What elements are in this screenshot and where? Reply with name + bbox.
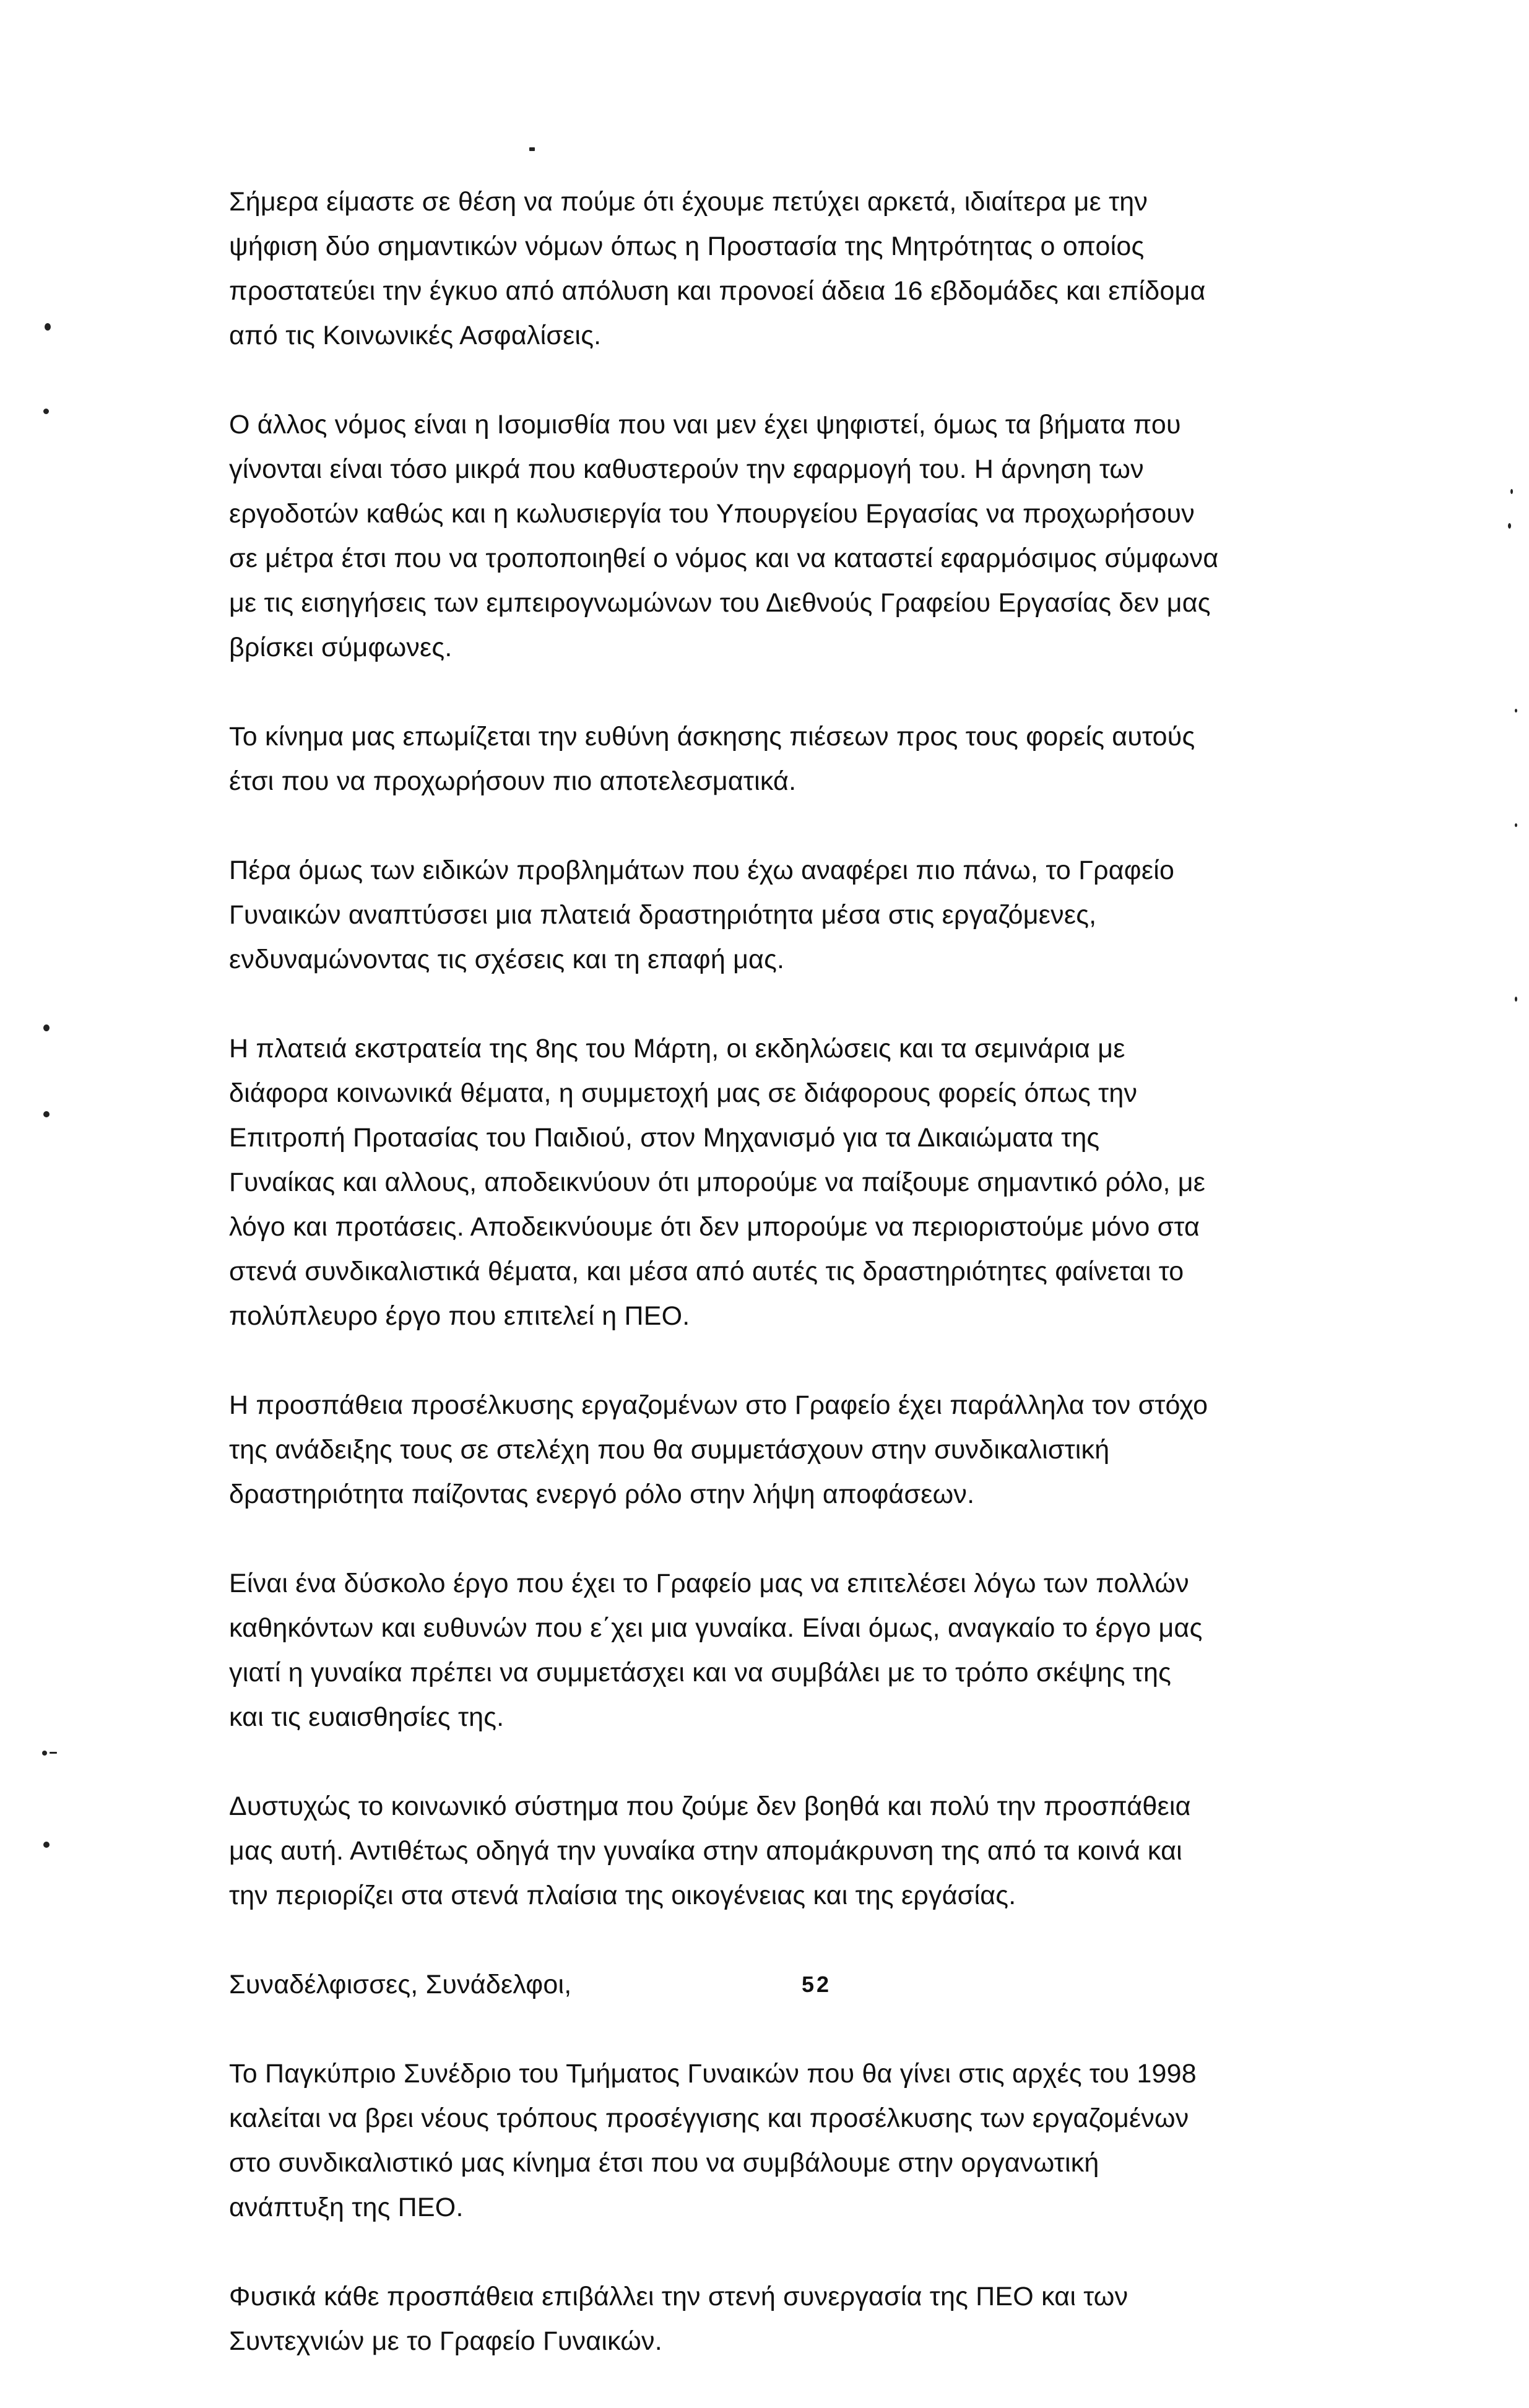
text-line: Είναι ένα δύσκολο έργο που έχει το Γραφείο μας να επιτελέσει λόγω των πολλών: [229, 1569, 1189, 1598]
text-line: της ανάδειξης τους σε στελέχη που θα συμμετάσχουν στην συνδικαλιστική: [229, 1435, 1110, 1465]
text-line: βρίσκει σύμφωνες.: [229, 633, 453, 662]
text-line: και τις ευαισθησίες της.: [229, 1702, 505, 1732]
scan-speck: [1510, 489, 1513, 494]
scan-speck: [1515, 823, 1517, 827]
text-line: από τις Κοινωνικές Ασφαλίσεις.: [229, 321, 602, 350]
text-line: γίνονται είναι τόσο μικρά που καθυστερούν την εφαρμογή του. Η άρνηση των: [229, 454, 1144, 484]
paragraph: [229, 1784, 1393, 1918]
scan-speck: [42, 1751, 47, 1756]
text-line: ενδυναμώνοντας τις σχέσεις και τη επαφή μας.: [229, 945, 785, 974]
text-line: ψήφιση δύο σημαντικών νόμων όπως η Προστασία της Μητρότητας ο οποίος: [229, 232, 1145, 261]
scan-speck: [50, 1752, 57, 1754]
text-line: στο συνδικαλιστικό μας κίνημα έτσι που να συμβάλουμε στην οργανωτική: [229, 2148, 1099, 2178]
text-line: Συντεχνιών με το Γραφείο Γυναικών.: [229, 2326, 662, 2356]
scan-speck: [43, 409, 49, 414]
paragraph: [229, 1383, 1393, 1517]
text-line: εργοδοτών καθώς και η κωλυσιεργία του Υπουργείου Εργασίας να προχωρήσουν: [229, 499, 1195, 529]
text-line: Σήμερα είμαστε σε θέση να πούμε ότι έχουμε πετύχει αρκετά, ιδιαίτερα με την: [229, 187, 1148, 217]
text-line: Επιτροπή Προτασίας του Παιδιού, στον Μηχανισμό για τα Δικαιώματα της: [229, 1123, 1100, 1153]
text-line: δραστηριότητα παίζοντας ενεργό ρόλο στην λήψη αποφάσεων.: [229, 1479, 975, 1509]
text-line: Ο άλλος νόμος είναι η Ισομισθία που ναι μεν έχει ψηφιστεί, όμως τα βήματα που: [229, 410, 1181, 440]
text-line: μας αυτή. Αντιθέτως οδηγά την γυναίκα στην απομάκρυνση της από τα κοινά και: [229, 1836, 1182, 1866]
paragraph: [229, 2274, 1393, 2363]
paragraph: [229, 714, 1393, 803]
text-line: γιατί η γυναίκα πρέπει να συμμετάσχει και να συμβάλει με το τρόπο σκέψης της: [229, 1658, 1172, 1687]
paragraph: [229, 1561, 1393, 1739]
scan-speck: [529, 147, 535, 151]
text-line: με τις εισηγήσεις των εμπειρογνωμώνων του Διεθνούς Γραφείου Εργασίας δεν μας: [229, 588, 1211, 618]
text-line: Γυναικών αναπτύσσει μια πλατειά δραστηριότητα μέσα στις εργαζόμενες,: [229, 900, 1097, 930]
text-line: καλείται να βρει νέους τρόπους προσέγγισης και προσέλκυσης των εργαζομένων: [229, 2103, 1189, 2133]
text-line: έτσι που να προχωρήσουν πιο αποτελεσματικά.: [229, 766, 797, 796]
paragraph: [229, 1026, 1393, 1338]
scan-speck: [45, 323, 51, 331]
text-line: την περιορίζει στα στενά πλαίσια της οικογένειας και της εργάσίας.: [229, 1881, 1016, 1910]
text-line: Γυναίκας και αλλους, αποδεικνύουν ότι μπορούμε να παίξουμε σημαντικό ρόλο, με: [229, 1167, 1206, 1197]
text-line: καθηκόντων και ευθυνών που ε΄χει μια γυναίκα. Είναι όμως, αναγκαίο το έργο μας: [229, 1613, 1203, 1643]
paragraph: [229, 402, 1393, 670]
text-line: Το κίνημα μας επωμίζεται την ευθύνη άσκησης πιέσεων προς τους φορείς αυτούς: [229, 722, 1195, 751]
text-line: λόγο και προτάσεις. Αποδεικνύουμε ότι δεν μπορούμε να περιοριστούμε μόνο στα: [229, 1212, 1200, 1242]
scan-speck: [43, 1842, 50, 1848]
scan-speck: [1515, 997, 1517, 1002]
text-line: Δυστυχώς το κοινωνικό σύστημα που ζούμε δεν βοηθά και πολύ την προσπάθεια: [229, 1791, 1191, 1821]
scan-speck: [1515, 709, 1517, 712]
scan-speck: [1508, 523, 1511, 529]
text-line: προστατεύει την έγκυο από απόλυση και προνοεί άδεια 16 εβδομάδες και επίδομα: [229, 276, 1206, 306]
text-line: στενά συνδικαλιστικά θέματα, και μέσα από αυτές τις δραστηριότητες φαίνεται το: [229, 1257, 1184, 1286]
text-line: Φυσικά κάθε προσπάθεια επιβάλλει την στενή συνεργασία της ΠΕΟ και των: [229, 2282, 1128, 2311]
text-line: Η προσπάθεια προσέλκυσης εργαζομένων στο Γραφείο έχει παράλληλα τον στόχο: [229, 1390, 1208, 1420]
scan-speck: [43, 1111, 50, 1117]
text-line: σε μέτρα έτσι που να τροποποιηθεί ο νόμος και να καταστεί εφαρμόσιμος σύμφωνα: [229, 544, 1219, 573]
text-line: διάφορα κοινωνικά θέματα, η συμμετοχή μας σε διάφορους φορείς όπως την: [229, 1078, 1138, 1108]
page-number: 52: [802, 1972, 832, 1997]
paragraph: [229, 848, 1393, 982]
scan-speck: [43, 1024, 50, 1031]
text-line: Πέρα όμως των ειδικών προβλημάτων που έχω αναφέρει πιο πάνω, το Γραφείο: [229, 855, 1175, 885]
document-body: [229, 180, 1393, 2408]
text-line: Το Παγκύπριο Συνέδριο του Τμήματος Γυναικών που θα γίνει στις αρχές του 1998: [229, 2059, 1197, 2089]
text-line: Συναδέλφισσες, Συνάδελφοι,: [229, 1970, 572, 1999]
text-line: Η πλατειά εκστρατεία της 8ης του Μάρτη, οι εκδηλώσεις και τα σεμινάρια με: [229, 1034, 1125, 1063]
paragraph: [229, 180, 1393, 358]
text-line: ανάπτυξη της ΠΕΟ.: [229, 2193, 464, 2222]
text-line: πολύπλευρο έργο που επιτελεί η ΠΕΟ.: [229, 1301, 690, 1331]
paragraph: [229, 2051, 1393, 2230]
